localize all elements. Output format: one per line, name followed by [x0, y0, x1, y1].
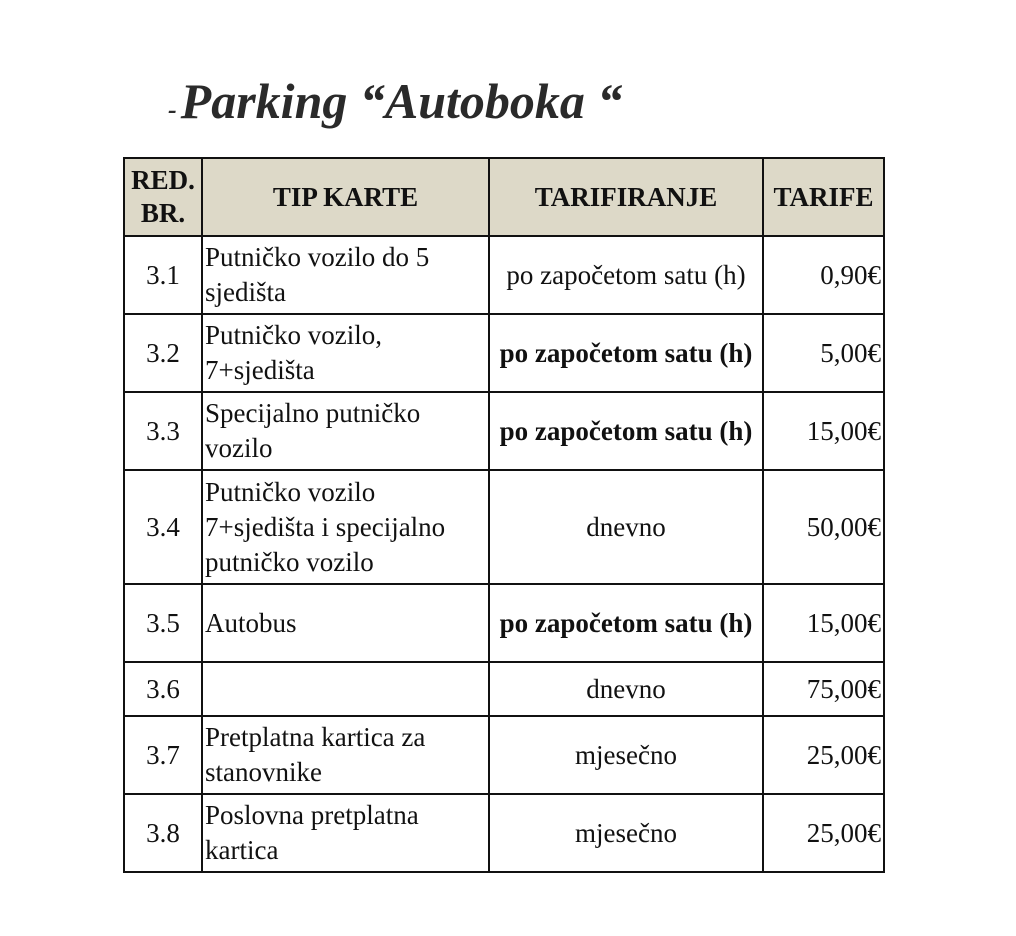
- row-type: Pretplatna kartica za stanovnike: [202, 716, 489, 794]
- table-row: [124, 662, 884, 716]
- row-type: Autobus: [202, 584, 489, 662]
- table-row: [124, 236, 884, 314]
- row-billing: mjesečno: [489, 794, 763, 872]
- row-number: 3.7: [124, 716, 202, 794]
- row-billing: dnevno: [489, 662, 763, 716]
- row-number: 3.8: [124, 794, 202, 872]
- table-row: [124, 584, 884, 662]
- table-header-row: [124, 158, 884, 236]
- row-type: Putničko vozilo, 7+sjedišta: [202, 314, 489, 392]
- row-type: Putničko vozilo do 5 sjedišta: [202, 236, 489, 314]
- row-price: 0,90€: [763, 236, 884, 314]
- row-number: 3.2: [124, 314, 202, 392]
- page-title: [168, 72, 622, 136]
- row-price: 75,00€: [763, 662, 884, 716]
- row-billing: po započetom satu (h): [489, 314, 763, 392]
- row-type: Specijalno putničko vozilo: [202, 392, 489, 470]
- row-billing: po započetom satu (h): [489, 392, 763, 470]
- row-type: Putničko vozilo 7+sjedišta i specijalno putničko vozilo: [202, 470, 489, 584]
- row-number: 3.3: [124, 392, 202, 470]
- title-dash: -: [168, 95, 177, 124]
- header-billing: TARIFIRANJE: [489, 158, 763, 236]
- row-price: 25,00€: [763, 794, 884, 872]
- table-row: [124, 470, 884, 584]
- row-price: 15,00€: [763, 392, 884, 470]
- row-billing: dnevno: [489, 470, 763, 584]
- table-row: [124, 392, 884, 470]
- row-type: Poslovna pretplatna kartica: [202, 794, 489, 872]
- row-price: 15,00€: [763, 584, 884, 662]
- row-number: 3.1: [124, 236, 202, 314]
- title-text: Parking “Autoboka “: [180, 73, 623, 129]
- row-billing: po započetom satu (h): [489, 236, 763, 314]
- tariff-table: [123, 157, 885, 873]
- row-type: [202, 662, 489, 716]
- row-billing: po započetom satu (h): [489, 584, 763, 662]
- header-number: RED. BR.: [124, 158, 202, 236]
- row-number: 3.6: [124, 662, 202, 716]
- row-price: 25,00€: [763, 716, 884, 794]
- row-number: 3.4: [124, 470, 202, 584]
- header-price: TARIFE: [763, 158, 884, 236]
- row-price: 5,00€: [763, 314, 884, 392]
- header-type: TIP KARTE: [202, 158, 489, 236]
- row-price: 50,00€: [763, 470, 884, 584]
- row-billing: mjesečno: [489, 716, 763, 794]
- table-row: [124, 314, 884, 392]
- table-row: [124, 716, 884, 794]
- table-row: [124, 794, 884, 872]
- row-number: 3.5: [124, 584, 202, 662]
